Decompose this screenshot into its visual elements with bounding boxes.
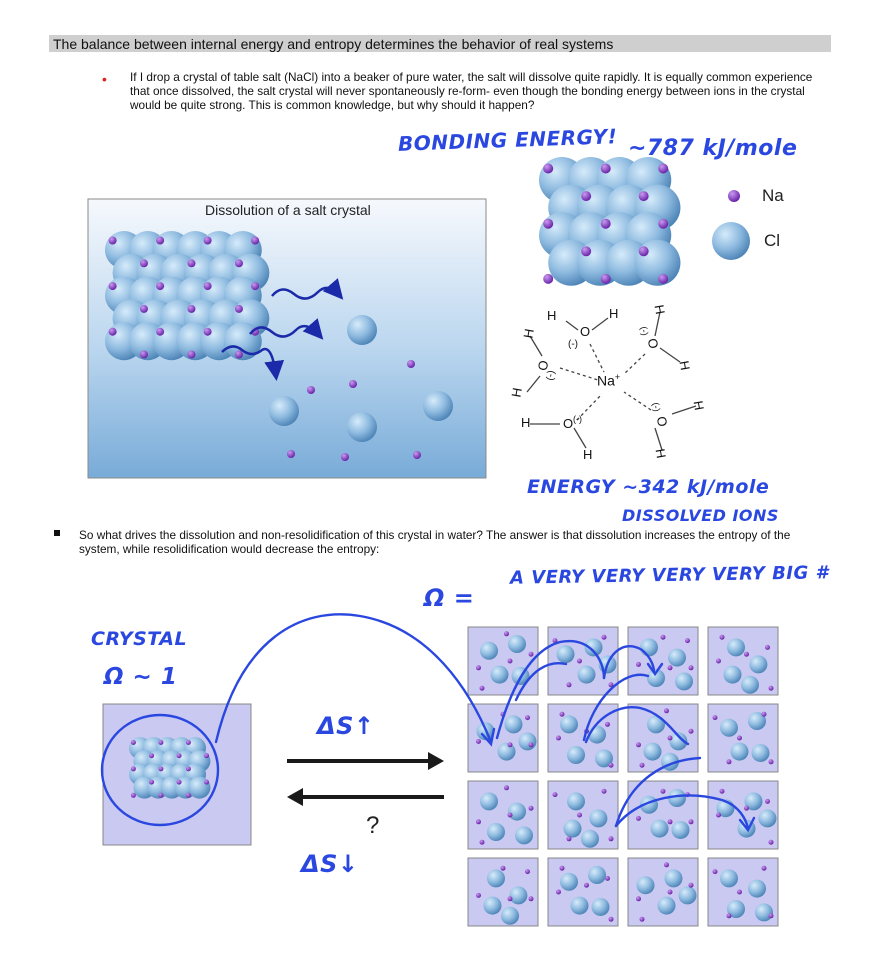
na-ion xyxy=(609,763,614,768)
na-ion xyxy=(769,686,774,691)
na-ion xyxy=(109,328,117,336)
na-ion xyxy=(762,712,767,717)
cl-ion xyxy=(487,823,505,841)
cl-ion xyxy=(480,642,498,660)
na-ion xyxy=(525,715,530,720)
na-ion xyxy=(727,759,732,764)
cl-ion xyxy=(487,869,505,887)
microstate-cell xyxy=(548,781,618,849)
cl-ion xyxy=(727,638,745,656)
na-ion xyxy=(156,237,164,245)
paragraph-2: So what drives the dissolution and non-resolidification of this crystal in water? The answer is that dissolution increases the entropy of the system, while resolidification would decrease the entropy: xyxy=(79,528,791,556)
na-ion xyxy=(769,840,774,845)
na-ion xyxy=(235,305,243,313)
na-ion xyxy=(713,869,718,874)
na-ion xyxy=(501,866,506,871)
na-ion xyxy=(187,351,195,359)
cl-ion xyxy=(749,655,767,673)
na-ion xyxy=(204,780,209,785)
na-ion xyxy=(529,652,534,657)
cl-ion xyxy=(505,715,523,733)
na-ion xyxy=(525,869,530,874)
na-ion xyxy=(727,913,732,918)
legend-cl-label: Cl xyxy=(764,231,781,250)
na-ion xyxy=(560,712,565,717)
na-ion xyxy=(149,753,154,758)
na-ion xyxy=(186,740,191,745)
cl-ion xyxy=(508,635,526,653)
na-ion xyxy=(605,722,610,727)
beaker-title: Dissolution of a salt crystal xyxy=(205,202,371,218)
na-ion xyxy=(504,631,509,636)
h-label-5: H xyxy=(521,415,531,430)
na-ion xyxy=(251,282,259,290)
na-ion xyxy=(716,659,721,664)
hand-omega-eq: Ω = xyxy=(424,584,475,612)
cl-ion xyxy=(741,676,759,694)
na-ion xyxy=(762,866,767,871)
na-ion xyxy=(664,708,669,713)
cl-ion xyxy=(515,826,533,844)
microstate-cell xyxy=(628,781,698,849)
cl-ion xyxy=(658,897,676,915)
hand-crystal: CRYSTAL xyxy=(91,628,188,650)
na-ion xyxy=(639,191,649,201)
na-ion xyxy=(661,635,666,640)
cl-ion xyxy=(752,744,770,762)
na-ion xyxy=(769,759,774,764)
na-ion xyxy=(543,164,553,174)
cl-ion xyxy=(564,820,582,838)
na-ion xyxy=(689,883,694,888)
beaker-panel xyxy=(88,199,486,478)
microstate-cell xyxy=(468,781,538,849)
cl-ion xyxy=(640,638,658,656)
na-center-label: Na+ xyxy=(597,372,621,389)
na-ion xyxy=(186,766,191,771)
cl-ion xyxy=(668,649,686,667)
na-ion xyxy=(720,789,725,794)
na-ion xyxy=(140,305,148,313)
na-ion xyxy=(668,890,673,895)
partial-3: (-) xyxy=(573,414,582,424)
na-ion xyxy=(476,819,481,824)
na-ion xyxy=(737,890,742,895)
na-ion xyxy=(689,729,694,734)
hand-bonding-energy: BONDING ENERGY! xyxy=(397,124,618,156)
na-ion xyxy=(769,913,774,918)
hand-omega-crystal: Ω ~ 1 xyxy=(104,664,178,690)
na-ion xyxy=(508,659,513,664)
bullet-black xyxy=(54,530,60,536)
o-label-4: O xyxy=(644,337,662,350)
na-ion xyxy=(713,715,718,720)
na-ion xyxy=(577,813,582,818)
na-ion xyxy=(187,305,195,313)
na-ion xyxy=(140,259,148,267)
na-ion xyxy=(476,893,481,898)
cl-ion xyxy=(651,820,669,838)
cl-ion xyxy=(480,792,498,810)
na-ion xyxy=(664,862,669,867)
na-ion xyxy=(204,328,212,336)
na-ion xyxy=(553,792,558,797)
legend-na-dot xyxy=(728,190,740,202)
cl-ion xyxy=(675,672,693,690)
h-label-8: H xyxy=(676,359,693,372)
na-ion xyxy=(609,917,614,922)
cl-ion xyxy=(665,869,683,887)
na-ion xyxy=(529,806,534,811)
paragraph-1: If I drop a crystal of table salt (NaCl) into a beaker of pure water, the salt will dissolve quite rapidly. It is equally common experience that once dissolved, the salt crystal will never spontaneously re-form- even though the bonding energy between ions in the crystal would be quite strong. This is common knowledge, but why should it happen? xyxy=(130,70,813,112)
h-label-9: H xyxy=(652,447,669,460)
na-ion xyxy=(581,191,591,201)
na-ion xyxy=(601,274,611,284)
h-label-2: H xyxy=(609,306,619,321)
cl-ion xyxy=(560,873,578,891)
cl-ion xyxy=(637,876,655,894)
na-ion xyxy=(720,635,725,640)
cl-ion xyxy=(581,830,599,848)
na-ion xyxy=(508,742,513,747)
na-ion xyxy=(567,836,572,841)
na-ion xyxy=(504,785,509,790)
na-ion xyxy=(158,766,163,771)
na-ion xyxy=(556,890,561,895)
na-ion xyxy=(639,246,649,256)
salt-crystal xyxy=(105,231,269,360)
na-ion xyxy=(685,638,690,643)
cl-ion xyxy=(724,666,742,684)
microstate-cell xyxy=(548,627,618,695)
na-ion xyxy=(235,259,243,267)
na-ion xyxy=(737,736,742,741)
hand-ds-down: ΔS↓ xyxy=(301,850,359,878)
cl-ion xyxy=(755,903,773,921)
na-ion xyxy=(765,799,770,804)
hand-very-big: A VERY VERY VERY VERY BIG # xyxy=(509,562,829,589)
na-ion xyxy=(744,652,749,657)
cl-ion xyxy=(571,897,589,915)
cl-ion xyxy=(560,715,578,733)
cl-ion xyxy=(759,809,777,827)
question-mark: ? xyxy=(366,812,380,839)
cl-ion xyxy=(588,866,606,884)
cl-ion xyxy=(491,666,509,684)
na-ion xyxy=(581,246,591,256)
na-ion xyxy=(689,819,694,824)
microstate-cell xyxy=(628,704,698,772)
na-ion xyxy=(658,219,668,229)
cl-ion xyxy=(509,886,527,904)
cl-ion xyxy=(557,645,575,663)
partial-4: (-) xyxy=(638,325,651,337)
partial-1: (-) xyxy=(568,339,578,350)
na-ion xyxy=(109,282,117,290)
na-ion xyxy=(556,736,561,741)
microstate-cell xyxy=(628,858,698,926)
cl-ion xyxy=(679,886,697,904)
na-ion xyxy=(204,237,212,245)
na-ion xyxy=(668,736,673,741)
na-ion xyxy=(567,682,572,687)
box-crystal xyxy=(129,737,210,799)
na-ion xyxy=(109,237,117,245)
na-ion xyxy=(584,883,589,888)
na-ion xyxy=(658,164,668,174)
cl-ion xyxy=(498,743,516,761)
na-ion xyxy=(508,813,513,818)
na-ion xyxy=(668,819,673,824)
cl-ion xyxy=(578,666,596,684)
na-ion xyxy=(605,876,610,881)
cl-ion xyxy=(720,719,738,737)
bullet-red: • xyxy=(102,71,107,87)
microstate-cell xyxy=(708,858,778,926)
h-label-6: H xyxy=(583,447,593,462)
cl-ion xyxy=(644,743,662,761)
page-title: The balance between internal energy and entropy determines the behavior of real systems xyxy=(53,36,614,52)
partial-2: (-) xyxy=(544,369,558,382)
h-label-10: H xyxy=(690,399,707,412)
cl-ion xyxy=(592,898,610,916)
hand-hydration-energy: ENERGY ~342 kJ/mole xyxy=(527,476,770,498)
na-ion xyxy=(609,836,614,841)
cl-ion xyxy=(501,907,519,925)
na-ion xyxy=(640,917,645,922)
na-ion xyxy=(476,739,481,744)
na-ion xyxy=(658,274,668,284)
o-label-2: O xyxy=(534,359,552,372)
na-ion xyxy=(640,763,645,768)
microstate-cell xyxy=(468,627,538,695)
na-ion xyxy=(602,789,607,794)
na-ion xyxy=(601,219,611,229)
na-ion xyxy=(204,282,212,290)
na-ion xyxy=(601,164,611,174)
na-ion xyxy=(177,780,182,785)
na-ion xyxy=(602,635,607,640)
microstate-cell xyxy=(548,858,618,926)
h-label-3: H xyxy=(520,327,537,340)
na-ion xyxy=(131,766,136,771)
microstate-grid xyxy=(468,627,778,926)
cl-ion xyxy=(508,803,526,821)
cl-ion xyxy=(567,746,585,764)
na-ion xyxy=(577,659,582,664)
na-ion xyxy=(131,793,136,798)
na-ion xyxy=(149,780,154,785)
microstate-cell xyxy=(708,627,778,695)
microstate-cell xyxy=(628,627,698,695)
na-ion xyxy=(187,259,195,267)
na-ion xyxy=(689,665,694,670)
cl-ion xyxy=(672,821,690,839)
na-ion xyxy=(235,351,243,359)
na-ion xyxy=(543,219,553,229)
na-ion xyxy=(508,896,513,901)
na-ion xyxy=(529,896,534,901)
na-ion xyxy=(177,753,182,758)
na-ion xyxy=(156,328,164,336)
h-label-4: H xyxy=(508,386,525,399)
na-ion xyxy=(204,753,209,758)
legend-crystal xyxy=(539,157,680,286)
na-ion xyxy=(529,742,534,747)
cl-ion xyxy=(731,743,749,761)
h-label-7: H xyxy=(651,303,668,316)
cl-ion xyxy=(748,880,766,898)
cl-ion xyxy=(720,869,738,887)
na-ion xyxy=(476,665,481,670)
na-ion xyxy=(636,662,641,667)
na-ion xyxy=(636,816,641,821)
o-label-5: O xyxy=(653,415,671,428)
hand-bonding-value: ~787 kJ/mole xyxy=(628,136,798,161)
microstate-cell xyxy=(708,704,778,772)
cl-ion xyxy=(567,792,585,810)
na-ion xyxy=(636,896,641,901)
na-ion xyxy=(140,351,148,359)
na-ion xyxy=(543,274,553,284)
na-ion xyxy=(131,740,136,745)
na-ion xyxy=(480,840,485,845)
hand-dissolved-ions: DISSOLVED IONS xyxy=(622,506,779,525)
na-ion xyxy=(661,789,666,794)
na-ion xyxy=(251,237,259,245)
na-ion xyxy=(158,793,163,798)
cl-ion xyxy=(634,240,680,286)
cl-ion xyxy=(589,809,607,827)
microstate-cell xyxy=(468,858,538,926)
na-ion xyxy=(668,665,673,670)
na-ion xyxy=(560,866,565,871)
cl-ion xyxy=(519,732,537,750)
na-ion xyxy=(744,806,749,811)
na-ion xyxy=(765,645,770,650)
hand-ds-up: ΔS↑ xyxy=(317,712,375,740)
partial-5: (-) xyxy=(650,401,663,413)
na-ion xyxy=(156,282,164,290)
cl-ion xyxy=(484,897,502,915)
o-label-3: O xyxy=(563,416,574,431)
legend-na-label: Na xyxy=(762,186,784,205)
legend-cl-ball xyxy=(712,222,750,260)
na-ion xyxy=(636,742,641,747)
h-label-1: H xyxy=(547,308,557,323)
na-ion xyxy=(158,740,163,745)
na-ion xyxy=(480,686,485,691)
na-ion xyxy=(186,793,191,798)
o-label-1: O xyxy=(580,324,591,339)
na-ion xyxy=(716,813,721,818)
